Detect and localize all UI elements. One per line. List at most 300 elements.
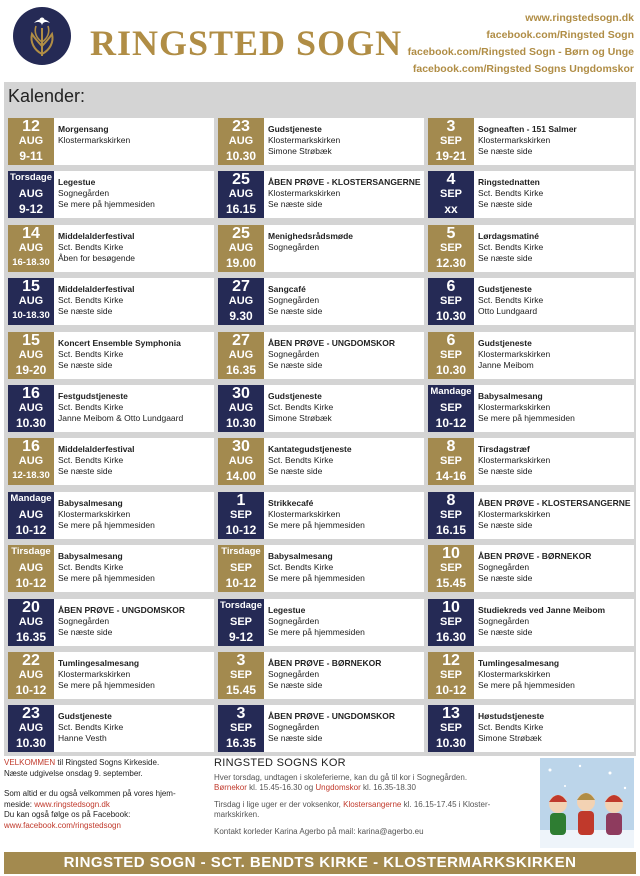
event-day: 6 (446, 331, 456, 349)
event-date-box (428, 118, 474, 165)
choir-info-box (214, 758, 536, 837)
event-detail: Se næste side (478, 252, 533, 263)
event-month: SEP (439, 348, 462, 361)
event-time: 16.30 (435, 629, 467, 644)
calendar-panel (4, 82, 636, 756)
event-card (8, 385, 214, 432)
choir-p3-start: Tirsdag i lige uger er der voksenkor, (214, 799, 344, 809)
event-detail: Sognegården (478, 615, 530, 626)
event-date-box (428, 171, 474, 218)
event-month: AUG (228, 455, 254, 468)
event-card (8, 332, 214, 379)
event-detail: Se næste side (268, 359, 323, 370)
event-card (218, 385, 424, 432)
event-title: Middelalderfestival (58, 444, 135, 455)
event-detail: Sct. Bendts Kirke (58, 562, 124, 573)
event-time: 16.35 (225, 736, 257, 751)
event-info (268, 498, 422, 531)
event-info (58, 284, 212, 317)
event-day: 1 (236, 491, 246, 509)
event-time: 19-21 (435, 149, 467, 163)
event-month: AUG (18, 188, 44, 201)
event-detail: Klostermarkskirken (478, 348, 551, 359)
event-date-box (218, 652, 264, 699)
event-date-box (218, 225, 264, 272)
event-info (268, 284, 422, 317)
event-detail: Sct. Bendts Kirke (268, 402, 334, 412)
event-time: 10.30 (225, 149, 257, 163)
event-detail: Sct. Bendts Kirke (58, 455, 124, 466)
event-month: AUG (18, 562, 44, 575)
event-title: ÅBEN PRØVE - KLOSTERSANGERNE (268, 177, 421, 188)
event-title: Høstudstjeneste (478, 711, 545, 722)
event-date-box (218, 171, 264, 218)
event-card (8, 492, 214, 539)
event-month: AUG (18, 615, 44, 628)
event-card (8, 545, 214, 592)
event-title: ÅBEN PRØVE - UNGDOMSKOR (268, 711, 396, 722)
event-info (268, 391, 422, 424)
event-info (268, 444, 422, 477)
event-day: 3 (236, 705, 246, 723)
event-detail: Sct. Bendts Kirke (478, 241, 544, 252)
event-card (8, 278, 214, 325)
event-title: ÅBEN PRØVE - UNGDOMSKOR (58, 604, 186, 615)
event-info (58, 124, 212, 146)
event-month: SEP (439, 722, 462, 735)
event-detail: Klostermarkskirken (478, 135, 551, 145)
event-detail: Klostermarkskirken (268, 508, 341, 519)
event-day: 14 (22, 224, 40, 242)
event-month: AUG (228, 135, 254, 147)
event-detail: Otto Lundgaard (478, 306, 538, 317)
event-month: AUG (18, 135, 44, 147)
bottom-banner: RINGSTED SOGN - SCT. BENDTS KIRKE - KLOSTERMARKSKIRKEN (4, 852, 636, 874)
event-date-box (428, 385, 474, 432)
event-info (478, 444, 632, 477)
event-day: 10 (442, 545, 460, 563)
event-detail: Simone Strøbæk (478, 733, 542, 744)
event-date-box (428, 599, 474, 646)
event-detail: Sct. Bendts Kirke (58, 241, 124, 252)
event-day: 30 (232, 438, 250, 456)
event-time: 10-18.30 (12, 310, 50, 322)
welcome-word: VELKOMMEN (4, 758, 56, 767)
event-detail: Se mere på hjemmesiden (268, 573, 365, 584)
event-info (58, 498, 212, 531)
event-day: 8 (446, 438, 456, 456)
event-month: AUG (18, 455, 44, 468)
event-date-box (218, 705, 264, 752)
welcome-box (4, 758, 210, 831)
event-title: ÅBEN PRØVE - UNGDOMSKOR (268, 337, 396, 348)
church-logo-icon (12, 6, 72, 66)
event-time: 10-12 (15, 522, 47, 537)
page-title: RINGSTED SOGN (90, 23, 403, 63)
event-title: Babysalmesang (58, 551, 123, 562)
event-card (8, 705, 214, 752)
event-month: AUG (18, 508, 44, 521)
event-day: 12 (442, 652, 460, 669)
event-card (218, 545, 424, 592)
event-date-box (428, 652, 474, 699)
event-date-box (8, 438, 54, 485)
event-date-box (218, 278, 264, 325)
event-month: SEP (229, 615, 252, 628)
event-detail: Se mere på hjemmesiden (478, 680, 575, 690)
event-detail: Se mere på hjemmesiden (58, 199, 155, 210)
event-day: Tirsdage (11, 546, 51, 558)
event-day: 5 (446, 224, 456, 242)
event-info (58, 338, 212, 371)
event-card (428, 118, 634, 165)
event-month: SEP (439, 562, 462, 575)
event-info (268, 551, 422, 584)
event-title: Babysalmesang (58, 497, 123, 508)
event-date-box (428, 438, 474, 485)
facebook-link-ungdomskor[interactable]: facebook.com/Ringsted Sogns Ungdomskor (412, 63, 634, 75)
event-title: Gudstjeneste (268, 124, 322, 134)
event-info (58, 605, 212, 638)
event-title: Middelalderfestival (58, 230, 135, 241)
event-time: 10-12 (435, 683, 467, 697)
facebook-link-boern-unge[interactable]: facebook.com/Ringsted Sogn - Børn og Unge (407, 46, 634, 58)
event-detail: Se mere på hjemmesiden (268, 519, 365, 530)
event-detail: Se næste side (478, 519, 533, 530)
event-time: 14.00 (225, 469, 257, 484)
event-month: SEP (439, 402, 462, 414)
event-time: 16-18.30 (12, 256, 50, 268)
event-detail: Sognegården (268, 722, 320, 733)
choir-p3-b: markskirken. (214, 810, 260, 819)
event-title: ÅBEN PRØVE - BØRNEKOR (478, 551, 592, 562)
children-choir-illustration (540, 758, 634, 848)
event-day: 13 (442, 705, 460, 723)
event-title: Studiekreds ved Janne Meibom (478, 604, 606, 615)
event-day: Tirsdage (221, 546, 261, 558)
event-day: 22 (22, 652, 40, 669)
event-detail: Se næste side (58, 359, 113, 370)
event-month: SEP (439, 669, 462, 681)
event-date-box (428, 278, 474, 325)
event-detail: Se mere på hjemmesiden (58, 573, 155, 584)
event-time: 10.30 (15, 416, 47, 430)
homepage-link[interactable]: www.ringstedsogn.dk (34, 799, 110, 809)
event-card (8, 599, 214, 646)
event-card (218, 278, 424, 325)
event-day: 23 (232, 118, 250, 135)
event-day: 25 (232, 171, 250, 189)
event-time: 9-11 (19, 149, 43, 163)
event-time: 10-12 (225, 522, 257, 537)
event-date-box (8, 545, 54, 592)
event-detail: Klostermarkskirken (268, 135, 341, 145)
event-card (428, 332, 634, 379)
event-detail: Se næste side (58, 466, 113, 477)
homepage-text-b: meside: (4, 799, 35, 809)
event-info (478, 124, 632, 157)
event-date-box (8, 118, 54, 165)
event-day: 15 (22, 278, 40, 296)
event-day: 8 (446, 491, 456, 509)
event-day: 12 (22, 118, 40, 135)
event-date-box (8, 652, 54, 699)
event-day: 30 (232, 385, 250, 402)
choir-title: RINGSTED SOGNS KOR (214, 757, 346, 769)
event-month: SEP (439, 135, 462, 147)
event-date-box (8, 171, 54, 218)
event-date-box (8, 599, 54, 646)
event-info (58, 711, 212, 744)
event-card (8, 652, 214, 699)
event-time: 10-12 (15, 683, 47, 697)
event-date-box (428, 225, 474, 272)
event-month: SEP (229, 669, 252, 681)
event-time: 14-16 (435, 469, 467, 484)
event-detail: Sct. Bendts Kirke (268, 562, 334, 573)
event-time: 10.30 (435, 309, 467, 324)
event-day: 15 (22, 331, 40, 349)
event-info (268, 338, 422, 371)
event-day: Mandage (430, 386, 472, 397)
event-info (58, 231, 212, 264)
event-day: 27 (232, 331, 250, 349)
event-detail: Sognegården (58, 615, 110, 626)
event-date-box (428, 492, 474, 539)
event-detail: Se mere på hjemmesiden (478, 413, 575, 423)
event-month: AUG (18, 241, 44, 254)
event-card (428, 225, 634, 272)
klostersangerne-label: Klostersangerne (343, 799, 402, 809)
event-detail: Sct. Bendts Kirke (268, 455, 334, 466)
facebook-link-sogn[interactable]: facebook.com/Ringsted Sogn (486, 29, 634, 41)
event-detail: Se næste side (478, 626, 533, 637)
event-month: AUG (228, 402, 254, 414)
event-info (58, 177, 212, 210)
event-card (218, 118, 424, 165)
event-detail: Klostermarkskirken (58, 135, 131, 145)
event-date-box (8, 492, 54, 539)
event-date-box (428, 545, 474, 592)
event-title: Legestue (58, 177, 96, 188)
event-detail: Sognegården (58, 188, 110, 199)
event-detail: Sct. Bendts Kirke (58, 348, 124, 359)
event-day: 10 (442, 598, 460, 616)
event-card (428, 705, 634, 752)
event-date-box (218, 332, 264, 379)
event-card (428, 171, 634, 218)
event-detail: Klostermarkskirken (58, 669, 131, 679)
ungdomskor-label: Ungdomskor (315, 783, 361, 792)
event-month: AUG (228, 348, 254, 361)
event-date-box (218, 492, 264, 539)
website-link[interactable]: www.ringstedsogn.dk (525, 12, 634, 24)
event-info (268, 711, 422, 744)
welcome-text: til Ringsted Sogns Kirkeside. (55, 758, 160, 767)
event-detail: Se næste side (268, 680, 323, 690)
event-detail: Sognegården (268, 615, 320, 626)
event-detail: Sognegården (478, 562, 530, 573)
event-info (478, 551, 632, 584)
event-time: 12.30 (435, 255, 467, 270)
event-title: Tumlingesalmesang (58, 658, 140, 668)
event-month: AUG (228, 295, 254, 308)
event-card (218, 332, 424, 379)
event-month: SEP (439, 508, 462, 521)
event-title: Gudstjeneste (478, 284, 532, 295)
event-title: Strikkecafé (268, 497, 314, 508)
event-month: AUG (18, 669, 44, 681)
event-day: 3 (446, 118, 456, 135)
event-title: Sangcafé (268, 284, 306, 295)
event-month: AUG (18, 722, 44, 735)
event-title: Tirsdagstræf (478, 444, 530, 455)
event-detail: Sognegården (268, 669, 320, 679)
event-time: xx (444, 202, 458, 217)
event-info (268, 124, 422, 157)
event-day: 3 (236, 652, 246, 669)
event-detail: Klostermarkskirken (268, 188, 341, 199)
event-detail: Klostermarkskirken (478, 508, 551, 519)
event-day: 25 (232, 224, 250, 242)
choir-p2-mid: kl. 15.45-16.30 og (246, 783, 316, 792)
choir-p2-end: kl. 16.35-18.30 (360, 783, 416, 792)
event-detail: Sct. Bendts Kirke (478, 188, 544, 199)
event-detail: Sct. Bendts Kirke (58, 722, 124, 733)
homepage-text: Som altid er du også velkommen på vores hjem- (4, 789, 176, 798)
event-day: Torsdage (9, 172, 53, 184)
event-title: Babysalmesang (478, 391, 543, 401)
event-card (428, 278, 634, 325)
event-date-box (428, 332, 474, 379)
event-card (428, 652, 634, 699)
event-card (218, 492, 424, 539)
event-day: Mandage (10, 492, 52, 504)
event-detail: Se næste side (268, 306, 323, 317)
event-title: ÅBEN PRØVE - KLOSTERSANGERNE (478, 497, 631, 508)
event-date-box (428, 705, 474, 752)
facebook-text: Du kan også følge os på Facebook: (4, 810, 131, 819)
event-detail: Se næste side (58, 626, 113, 637)
event-time: 10.30 (225, 416, 257, 430)
event-detail: Simone Strøbæk (268, 413, 332, 423)
event-card (428, 599, 634, 646)
event-day: 6 (446, 278, 456, 296)
event-card (8, 225, 214, 272)
event-detail: Janne Meibom (478, 359, 534, 370)
event-time: 10-12 (15, 576, 47, 591)
event-info (58, 658, 212, 691)
event-title: Middelalderfestival (58, 284, 135, 295)
event-info (58, 444, 212, 477)
boernekor-label: Børnekor (214, 783, 247, 792)
facebook-link[interactable]: www.facebook.com/ringstedsogn (4, 820, 121, 830)
event-title: Kantategudstjeneste (268, 444, 352, 455)
event-card (218, 705, 424, 752)
event-month: SEP (439, 188, 462, 201)
event-card (218, 599, 424, 646)
event-detail: Se næste side (478, 199, 533, 210)
event-month: SEP (439, 615, 462, 628)
event-card (428, 545, 634, 592)
event-card (218, 225, 424, 272)
event-detail: Sognegården (268, 241, 320, 252)
event-info (58, 551, 212, 584)
event-time: 9-12 (18, 202, 44, 217)
event-detail: Sct. Bendts Kirke (58, 295, 124, 306)
event-card (428, 385, 634, 432)
event-info (478, 231, 632, 264)
next-issue-text: Næste udgivelse onsdag 9. september. (4, 768, 143, 778)
event-date-box (8, 278, 54, 325)
event-time: 16.15 (225, 202, 257, 217)
event-detail: Se næste side (478, 466, 533, 477)
event-detail: Sct. Bendts Kirke (478, 295, 544, 306)
event-title: Babysalmesang (268, 551, 333, 562)
event-detail: Simone Strøbæk (268, 146, 332, 156)
event-month: AUG (18, 295, 44, 308)
event-detail: Klostermarkskirken (478, 455, 551, 466)
event-detail: Åben for besøgende (58, 252, 136, 263)
event-card (218, 438, 424, 485)
event-month: SEP (229, 722, 252, 735)
event-day: 16 (22, 385, 40, 402)
event-month: SEP (229, 562, 252, 575)
event-time: 10-12 (225, 576, 257, 591)
event-title: Tumlingesalmesang (478, 658, 560, 668)
event-info (478, 338, 632, 371)
event-date-box (8, 385, 54, 432)
event-detail: Sognegården (268, 348, 320, 359)
event-time: 10.30 (435, 362, 467, 377)
event-card (8, 118, 214, 165)
header-links (408, 10, 634, 78)
event-month: AUG (18, 402, 44, 414)
event-detail: Se næste side (478, 573, 533, 584)
event-title: Lørdagsmatiné (478, 230, 539, 241)
event-detail: Sct. Bendts Kirke (478, 722, 544, 733)
event-card (428, 438, 634, 485)
event-info (478, 284, 632, 317)
event-title: Koncert Ensemble Symphonia (58, 337, 181, 348)
event-title: Menighedsrådsmøde (268, 230, 354, 241)
event-detail: Se mere på hjemmesiden (58, 519, 155, 530)
event-detail: Klostermarkskirken (478, 669, 551, 679)
event-date-box (8, 705, 54, 752)
event-detail: Klostermarkskirken (478, 402, 551, 412)
event-date-box (218, 118, 264, 165)
event-info (268, 231, 422, 253)
event-info (478, 177, 632, 210)
event-day: 27 (232, 278, 250, 296)
event-time: 15.45 (225, 683, 257, 697)
event-day: 20 (22, 598, 40, 616)
event-detail: Se næste side (478, 146, 533, 156)
event-day: 4 (446, 171, 456, 189)
event-title: Gudstjeneste (58, 711, 112, 722)
event-date-box (218, 385, 264, 432)
event-day: Torsdage (219, 599, 263, 611)
event-title: Ringstednatten (478, 177, 540, 188)
event-time: 19-20 (15, 362, 47, 377)
event-date-box (8, 332, 54, 379)
event-info (58, 391, 212, 424)
event-title: Legestue (268, 604, 306, 615)
event-info (478, 658, 632, 691)
choir-p3-end: kl. 16.15-17.45 i Kloster- (401, 799, 491, 809)
event-day: 23 (22, 705, 40, 723)
event-info (478, 498, 632, 531)
